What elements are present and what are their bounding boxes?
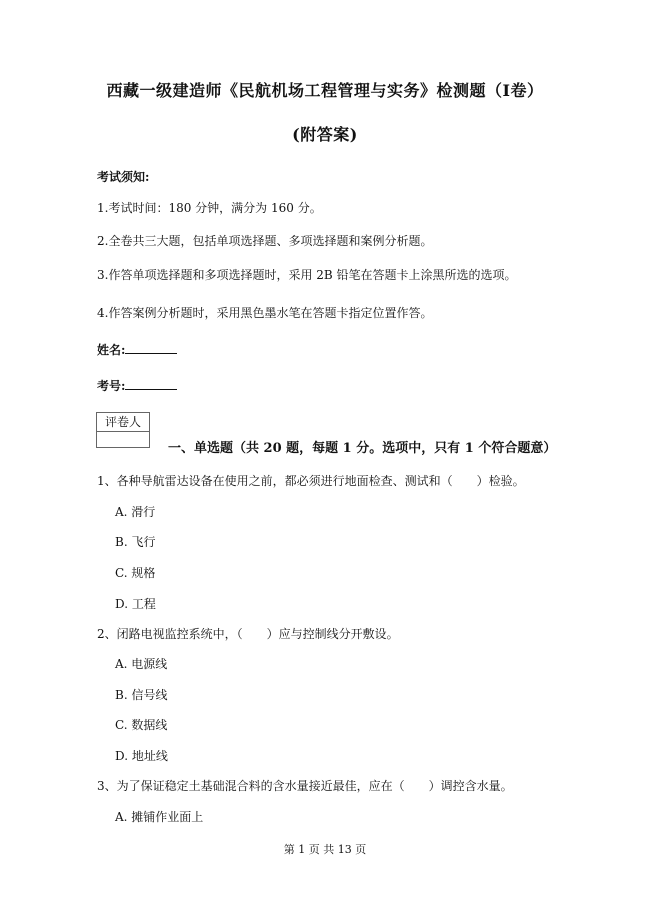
question-option: A. 滑行 <box>115 505 156 519</box>
notice-item: 4.作答案例分析题时，采用黑色墨水笔在答题卡指定位置作答。 <box>97 306 433 320</box>
question-stem: 3、为了保证稳定土基础混合料的含水量接近最佳，应在（ ）调控含水量。 <box>97 779 513 793</box>
id-blank <box>125 377 177 390</box>
question-option: B. 信号线 <box>115 688 168 702</box>
name-blank <box>125 341 177 354</box>
id-label: 考号: <box>97 379 126 393</box>
question-option: D. 地址线 <box>115 749 168 763</box>
question-option: B. 飞行 <box>115 535 156 549</box>
question-stem: 1、各种导航雷达设备在使用之前，都必须进行地面检查、测试和（ ）检验。 <box>97 474 525 488</box>
notice-item: 1.考试时间：180 分钟，满分为 160 分。 <box>97 201 322 215</box>
question-stem: 2、闭路电视监控系统中，（ ）应与控制线分开敷设。 <box>97 627 399 641</box>
name-label: 姓名: <box>97 343 126 357</box>
question-option: A. 电源线 <box>115 657 168 671</box>
page-subtitle: (附答案) <box>292 125 358 144</box>
notice-item: 2.全卷共三大题，包括单项选择题、多项选择题和案例分析题。 <box>97 234 433 248</box>
question-option: A. 摊铺作业面上 <box>115 810 204 824</box>
id-field <box>97 377 177 394</box>
name-field <box>97 341 177 358</box>
question-option: C. 规格 <box>115 566 156 580</box>
question-option: C. 数据线 <box>115 718 168 732</box>
section-heading: 一、单选题（共 20 题，每题 1 分。选项中，只有 1 个符合题意） <box>168 441 557 456</box>
notice-heading: 考试须知: <box>97 170 150 184</box>
grader-box <box>96 412 150 448</box>
notice-item: 3.作答单项选择题和多项选择题时，采用 2B 铅笔在答题卡上涂黑所选的选项。 <box>97 268 517 282</box>
page-title: 西藏一级建造师《民航机场工程管理与实务》检测题（I卷） <box>106 81 544 100</box>
grader-label: 评卷人 <box>97 413 149 432</box>
page-number: 第 1 页 共 13 页 <box>283 843 367 856</box>
question-option: D. 工程 <box>115 597 156 611</box>
